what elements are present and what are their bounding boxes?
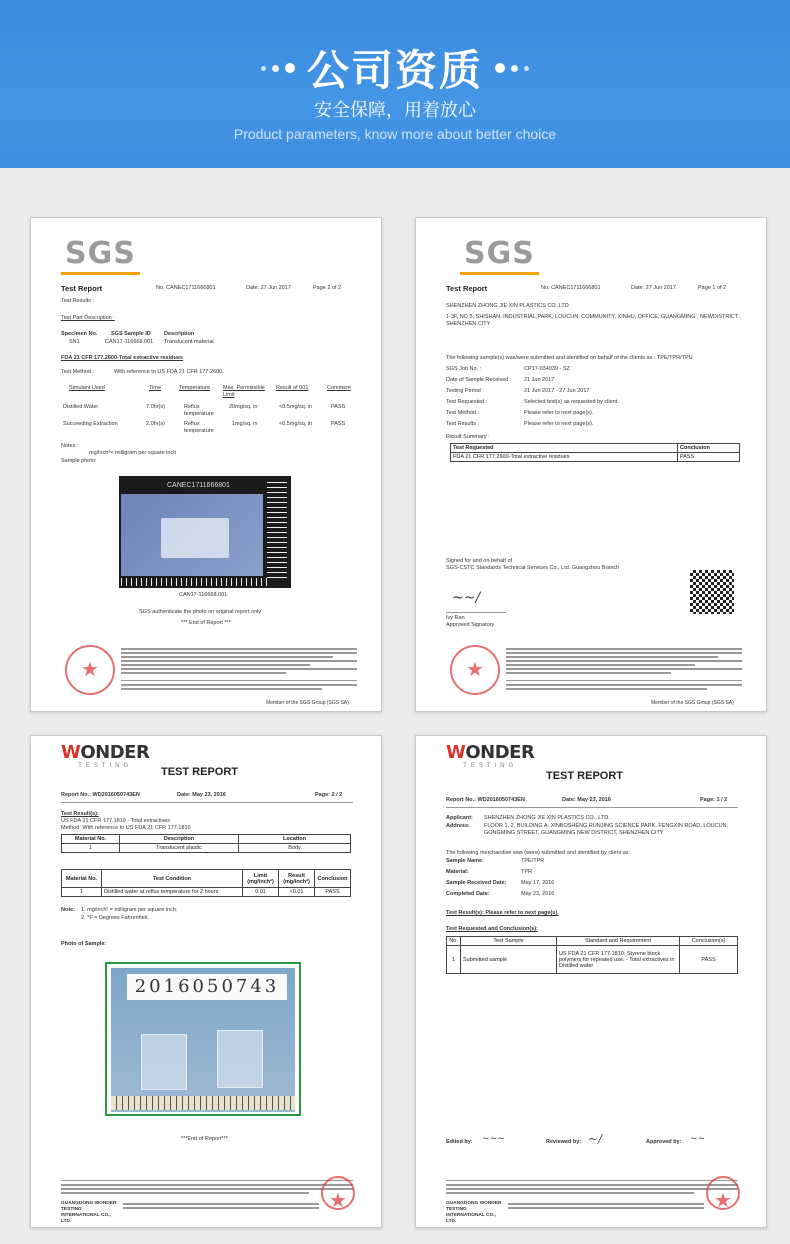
certificate-wonder-page2[interactable] <box>30 735 382 1228</box>
table-header: Conclusion <box>315 870 351 888</box>
signer-title: Approved Signatory <box>446 622 495 628</box>
table-header: Location <box>239 835 351 844</box>
summary-table <box>450 443 740 462</box>
col-header: Temperature <box>179 385 210 391</box>
field-value: Please refer to next page(s). <box>524 410 594 416</box>
results-label: Test Results : <box>61 298 95 304</box>
table-header: Test Condition <box>102 870 243 888</box>
spec-cell: Translucent material <box>164 339 214 345</box>
red-seal-stamp <box>450 645 500 695</box>
report-heading: Test Report <box>446 284 488 293</box>
col-header: Simulant Used <box>69 385 105 391</box>
intro-text: The following sample(s) was/were submitted and identified on behalf of the clients as : TPE/TPR/TPU <box>446 355 693 361</box>
legal-footer-text <box>446 1184 738 1196</box>
col-header: Time <box>149 385 162 391</box>
spec-cell: SN1 <box>69 339 80 345</box>
report-date: Date: May 23, 2016 <box>562 797 611 803</box>
report-number: Report No.: WD2016050743EN <box>61 792 140 798</box>
signature-image: ~~/ <box>452 590 481 606</box>
field-value: Please refer to next page(s). <box>524 421 594 427</box>
table-cell: Translucent plastic <box>120 844 239 853</box>
spec-header: Description <box>164 331 195 337</box>
ruler-horizontal <box>111 1096 295 1110</box>
certificate-sgs-page1[interactable] <box>415 217 767 712</box>
note-line: 1. mg/inch² = milligram per square inch. <box>81 907 178 913</box>
field-label: SGS Job No. : <box>446 366 482 372</box>
table-header: Material No. <box>62 870 102 888</box>
field-value: TPR <box>521 869 532 875</box>
legal-footer-text <box>61 1184 353 1196</box>
table-cell: PASS <box>678 453 740 462</box>
end-of-report: ***End of Report*** <box>181 1136 228 1142</box>
client-company: SHENZHEN ZHONG JIE XIN PLASTICS CO.,LTD <box>446 303 569 309</box>
footer-company: GUANGDONG WONDER TESTING INTERNATIONAL CO., LTD. <box>61 1201 117 1224</box>
table-cell: US FDA 21 CFR 177.1810: Styrene block polymers for repeated use. - Total extractives in Distilled water <box>557 946 680 974</box>
legal-footer-text <box>506 648 742 676</box>
requested-label: Test Requested and Conclusion(s): <box>446 926 538 932</box>
sample-specimen <box>141 1034 187 1090</box>
table-header: Material No. <box>62 835 120 844</box>
field-value: May 17, 2016 <box>521 880 555 886</box>
results-sub: US FDA 21 CFR 177.1810 - Total extractives <box>61 818 171 824</box>
signed-label: Signed for and on behalf of <box>446 558 513 564</box>
field-label: Test Results : <box>446 421 480 427</box>
conclusion-table <box>446 936 738 974</box>
certificate-wonder-page1[interactable] <box>415 735 767 1228</box>
method-text: Method: With reference to US FDA 21 CFR 177.1810 <box>61 825 191 831</box>
table-cell: <0.5mg/sq. in <box>279 404 313 410</box>
field-value: CP17-034039 - SZ <box>524 366 570 372</box>
notes-label: Notes : <box>61 443 79 449</box>
table-header: Conclusion(s) <box>680 937 738 946</box>
field-label: Sample Received Date: <box>446 880 507 886</box>
field-label: Material: <box>446 869 469 875</box>
table-header: No. <box>447 937 461 946</box>
report-number: Report No.: WD2016050743EN <box>446 797 525 803</box>
page-subtitle: 安全保障，用着放心 <box>314 100 476 121</box>
address-footer-text <box>123 1203 319 1211</box>
field-label: Sample Name: <box>446 858 484 864</box>
summary-label: Result Summary : <box>446 434 490 440</box>
photo-caption: CAN17-116668.001 <box>179 592 228 598</box>
field-value: TPE/TPR <box>521 858 545 864</box>
photo-id: CANEC1711666801 <box>167 482 230 489</box>
table-cell: 0.01 <box>243 888 279 897</box>
page-subtitle-en: Product parameters, know more about better choice <box>233 126 557 142</box>
report-date: Date: 27 Jun 2017 <box>246 285 291 291</box>
report-date: Date: 27 Jun 2017 <box>631 285 676 291</box>
table-header: Result (mg/inch²) <box>279 870 315 888</box>
client-address: 1-3F, NO.5, SHISHAN, INDUSTRIAL,PARK, LOUCUN, COMMUNITY, XINHU, OFFICE, GUANGMING , NEWDISTRICT , SHENZHEN CITY <box>446 314 742 327</box>
report-page: Page 2 of 2 <box>313 285 342 291</box>
certificate-sgs-page2[interactable] <box>30 217 382 712</box>
sample-photo <box>105 962 301 1116</box>
address-footer-text <box>508 1203 704 1211</box>
col-header: Comment <box>327 385 351 391</box>
notes-text: mg/inch²= milligram per square inch <box>89 450 177 456</box>
table-cell: PASS <box>331 404 346 410</box>
result-table <box>61 869 351 897</box>
approver-signature: ~~ <box>690 1134 706 1144</box>
col-header: Result of 001 <box>276 385 309 391</box>
table-cell: 1 <box>62 844 120 853</box>
red-seal-stamp <box>321 1176 355 1210</box>
note-line: 2. °F = Degrees Fahrenheit. <box>81 915 150 921</box>
intro-text: The following merchandise was (were) submitted and identified by client as: <box>446 850 631 856</box>
address-value: FLOOR 1, 2, BUILDING A, XINBOSHENG RUNJING SCIENCE PARK, FENGXIN ROAD, LOUCUN, GONGMING STREET, GUANGMING NEW DISTRICT, SHENZHEN CITY <box>484 823 729 836</box>
ruler-vertical <box>267 482 287 578</box>
table-header: Test Sample <box>461 937 557 946</box>
applicant-label: Applicant: <box>446 815 473 821</box>
ruler-horizontal <box>121 578 271 586</box>
field-value: May 23, 2016 <box>521 891 555 897</box>
edited-label: Edited by: <box>446 1139 473 1145</box>
header-banner <box>0 0 790 168</box>
wonder-logo: WONDER TESTING <box>446 742 535 769</box>
report-heading: TEST REPORT <box>161 766 239 778</box>
sample-photo <box>119 476 291 588</box>
table-cell: 2.0hr(s) <box>146 421 165 427</box>
field-label: Date of Sample Received : <box>446 377 512 383</box>
wonder-logo: WONDER TESTING <box>61 742 150 769</box>
editor-signature: ~~~ <box>482 1134 505 1144</box>
method-text: With reference to US FDA 21 CFR 177.2600. <box>114 369 224 375</box>
signer-name: Ivy Ran <box>446 615 465 621</box>
qr-code <box>690 570 734 614</box>
table-header: Description <box>120 835 239 844</box>
photo-label: Sample photo: <box>61 458 97 464</box>
table-cell: 1mg/sq. in <box>232 421 258 427</box>
field-value: 21 Jun 2017 <box>524 377 555 383</box>
table-header: Limit (mg/inch²) <box>243 870 279 888</box>
reviewer-signature: ~/ <box>588 1132 603 1146</box>
approved-label: Approved by: <box>646 1139 682 1145</box>
table-cell: 7.0hr(s) <box>146 404 165 410</box>
report-heading: Test Report <box>61 284 103 293</box>
end-of-report: *** End of Report *** <box>181 620 231 626</box>
table-cell: 1 <box>62 888 102 897</box>
address-footer-text <box>506 684 742 692</box>
table-cell: Submitted sample <box>461 946 557 974</box>
note-label: Note: <box>61 907 76 913</box>
part-desc-label: Test Part Description : <box>61 315 115 321</box>
decorative-dots-right <box>495 63 529 73</box>
footer-company: GUANGDONG WONDER TESTING INTERNATIONAL CO., LTD. <box>446 1201 502 1224</box>
material-table <box>61 834 351 853</box>
table-cell: Body <box>239 844 351 853</box>
authentic-note: SGS authenticate the photo on original report only <box>139 609 261 615</box>
table-cell: Distilled water at reflux temperature for 2 hours <box>102 888 243 897</box>
table-cell: 20mg/sq. in <box>229 404 258 410</box>
report-page: Page: 1 / 2 <box>700 797 728 803</box>
legal-footer-text <box>121 648 357 676</box>
report-number: No. CANEC1711666801 <box>541 285 601 291</box>
address-label: Address: <box>446 823 470 829</box>
field-label: Test Requested : <box>446 399 488 405</box>
report-page: Page: 2 / 2 <box>315 792 343 798</box>
signed-org: SGS-CSTC Standards Technical Services Co., Ltd. Guangzhou Branch <box>446 565 620 571</box>
report-heading: TEST REPORT <box>546 770 624 782</box>
sample-specimen <box>161 518 229 558</box>
address-footer-text <box>121 684 357 692</box>
reviewed-label: Reviewed by: <box>546 1139 582 1145</box>
table-cell: <0.01 <box>279 888 315 897</box>
col-header: Max. Permissible Limit <box>223 385 265 398</box>
table-cell: Distilled Water <box>63 404 99 410</box>
page-title: 公司资质 <box>306 46 483 95</box>
sgs-logo: SGS <box>61 236 140 275</box>
sample-specimen <box>217 1030 263 1088</box>
table-header: Conclusion <box>678 444 740 453</box>
photo-label: Photo of Sample: <box>61 941 107 947</box>
decorative-dots-left <box>261 63 295 73</box>
member-note: Member of the SGS Group (SGS SA) <box>651 700 734 706</box>
field-label: Testing Period : <box>446 388 484 394</box>
field-value: 21 Jun 2017 - 27 Jun 2017 <box>524 388 590 394</box>
table-cell: FDA 21 CFR 177.2600-Total extractive residues <box>451 453 678 462</box>
red-seal-stamp <box>706 1176 740 1210</box>
table-cell: PASS <box>331 421 346 427</box>
spec-header: SGS Sample ID <box>111 331 151 337</box>
spec-header: Specimen No. <box>61 331 98 337</box>
fda-heading: FDA 21 CFR 177.2600-Total extractive residues <box>61 355 183 361</box>
red-seal-stamp <box>65 645 115 695</box>
table-header: Test Requested <box>451 444 678 453</box>
table-cell: PASS <box>680 946 738 974</box>
field-label: Completed Date: <box>446 891 490 897</box>
report-date: Date: May 23, 2016 <box>177 792 226 798</box>
table-cell: Reflux temperature <box>184 421 214 434</box>
table-cell: Reflux temperature <box>184 404 214 417</box>
table-cell: 1 <box>447 946 461 974</box>
table-header: Standard and Requirement <box>557 937 680 946</box>
report-number: No. CANEC1711666801 <box>156 285 216 291</box>
table-cell: Succeeding Extraction <box>63 421 118 427</box>
report-page: Page 1 of 2 <box>698 285 727 291</box>
sgs-logo: SGS <box>460 236 539 275</box>
field-label: Test Method : <box>446 410 480 416</box>
table-cell: PASS <box>315 888 351 897</box>
results-ref: Test Result(s): Please refer to next page(s). <box>446 910 559 916</box>
table-cell: <0.5mg/sq. in <box>279 421 313 427</box>
photo-label-number: 2016050743 <box>127 974 287 1000</box>
applicant-value: SHENZHEN ZHONG JIE XIN PLASTICS CO., LTD. <box>484 815 610 821</box>
spec-cell: CAN17-116668.001 <box>105 339 154 345</box>
field-value: Selected test(s) as requested by client. <box>524 399 619 405</box>
results-label: Test Result(s): <box>61 811 99 817</box>
member-note: Member of the SGS Group (SGS SA) <box>266 700 349 706</box>
method-label: Test Method : <box>61 369 95 375</box>
